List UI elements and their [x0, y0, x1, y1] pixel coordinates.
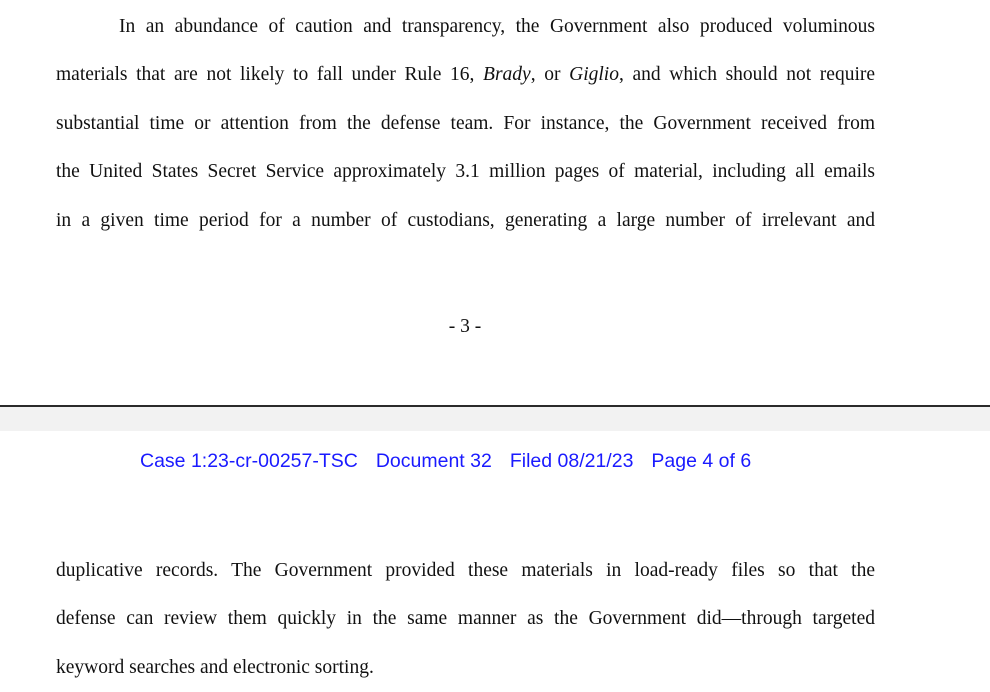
paragraph-line: duplicative records. The Government provided these materials in load-ready files so that the [56, 560, 875, 581]
paragraph-line: substantial time or attention from the defense team. For instance, the Government received from [56, 112, 875, 134]
document-number: Document 32 [375, 450, 492, 472]
case-header [140, 450, 769, 473]
page-number: - 3 - [448, 316, 482, 337]
italic-case-name: Giglio [569, 64, 619, 86]
case-number: Case 1:23-cr-00257-TSC [140, 450, 358, 472]
text-fragment: , and which should not require [618, 64, 876, 86]
paragraph-line [56, 51, 875, 99]
paragraph-line: keyword searches and electronic sorting. [56, 656, 374, 678]
page-gap [0, 407, 990, 431]
paragraph-bottom [56, 547, 875, 692]
text-fragment: , or [530, 64, 570, 86]
paragraph-line: In an abundance of caution and transparency, the Government also produced voluminous [119, 16, 875, 37]
paragraph-line: in a given time period for a number of custodians, generating a large number of irrelevant and [56, 209, 875, 231]
filed-date: Filed 08/21/23 [509, 450, 634, 472]
paragraph-top [56, 3, 875, 245]
text-fragment: materials that are not likely to fall under Rule 16, [56, 64, 484, 86]
paragraph-line: defense can review them quickly in the same manner as the Government did—through targeted [56, 608, 875, 630]
page-indicator: Page 4 of 6 [651, 450, 752, 472]
paragraph-line: the United States Secret Service approximately 3.1 million pages of material, including all emails [56, 161, 875, 183]
italic-case-name: Brady [483, 64, 531, 86]
